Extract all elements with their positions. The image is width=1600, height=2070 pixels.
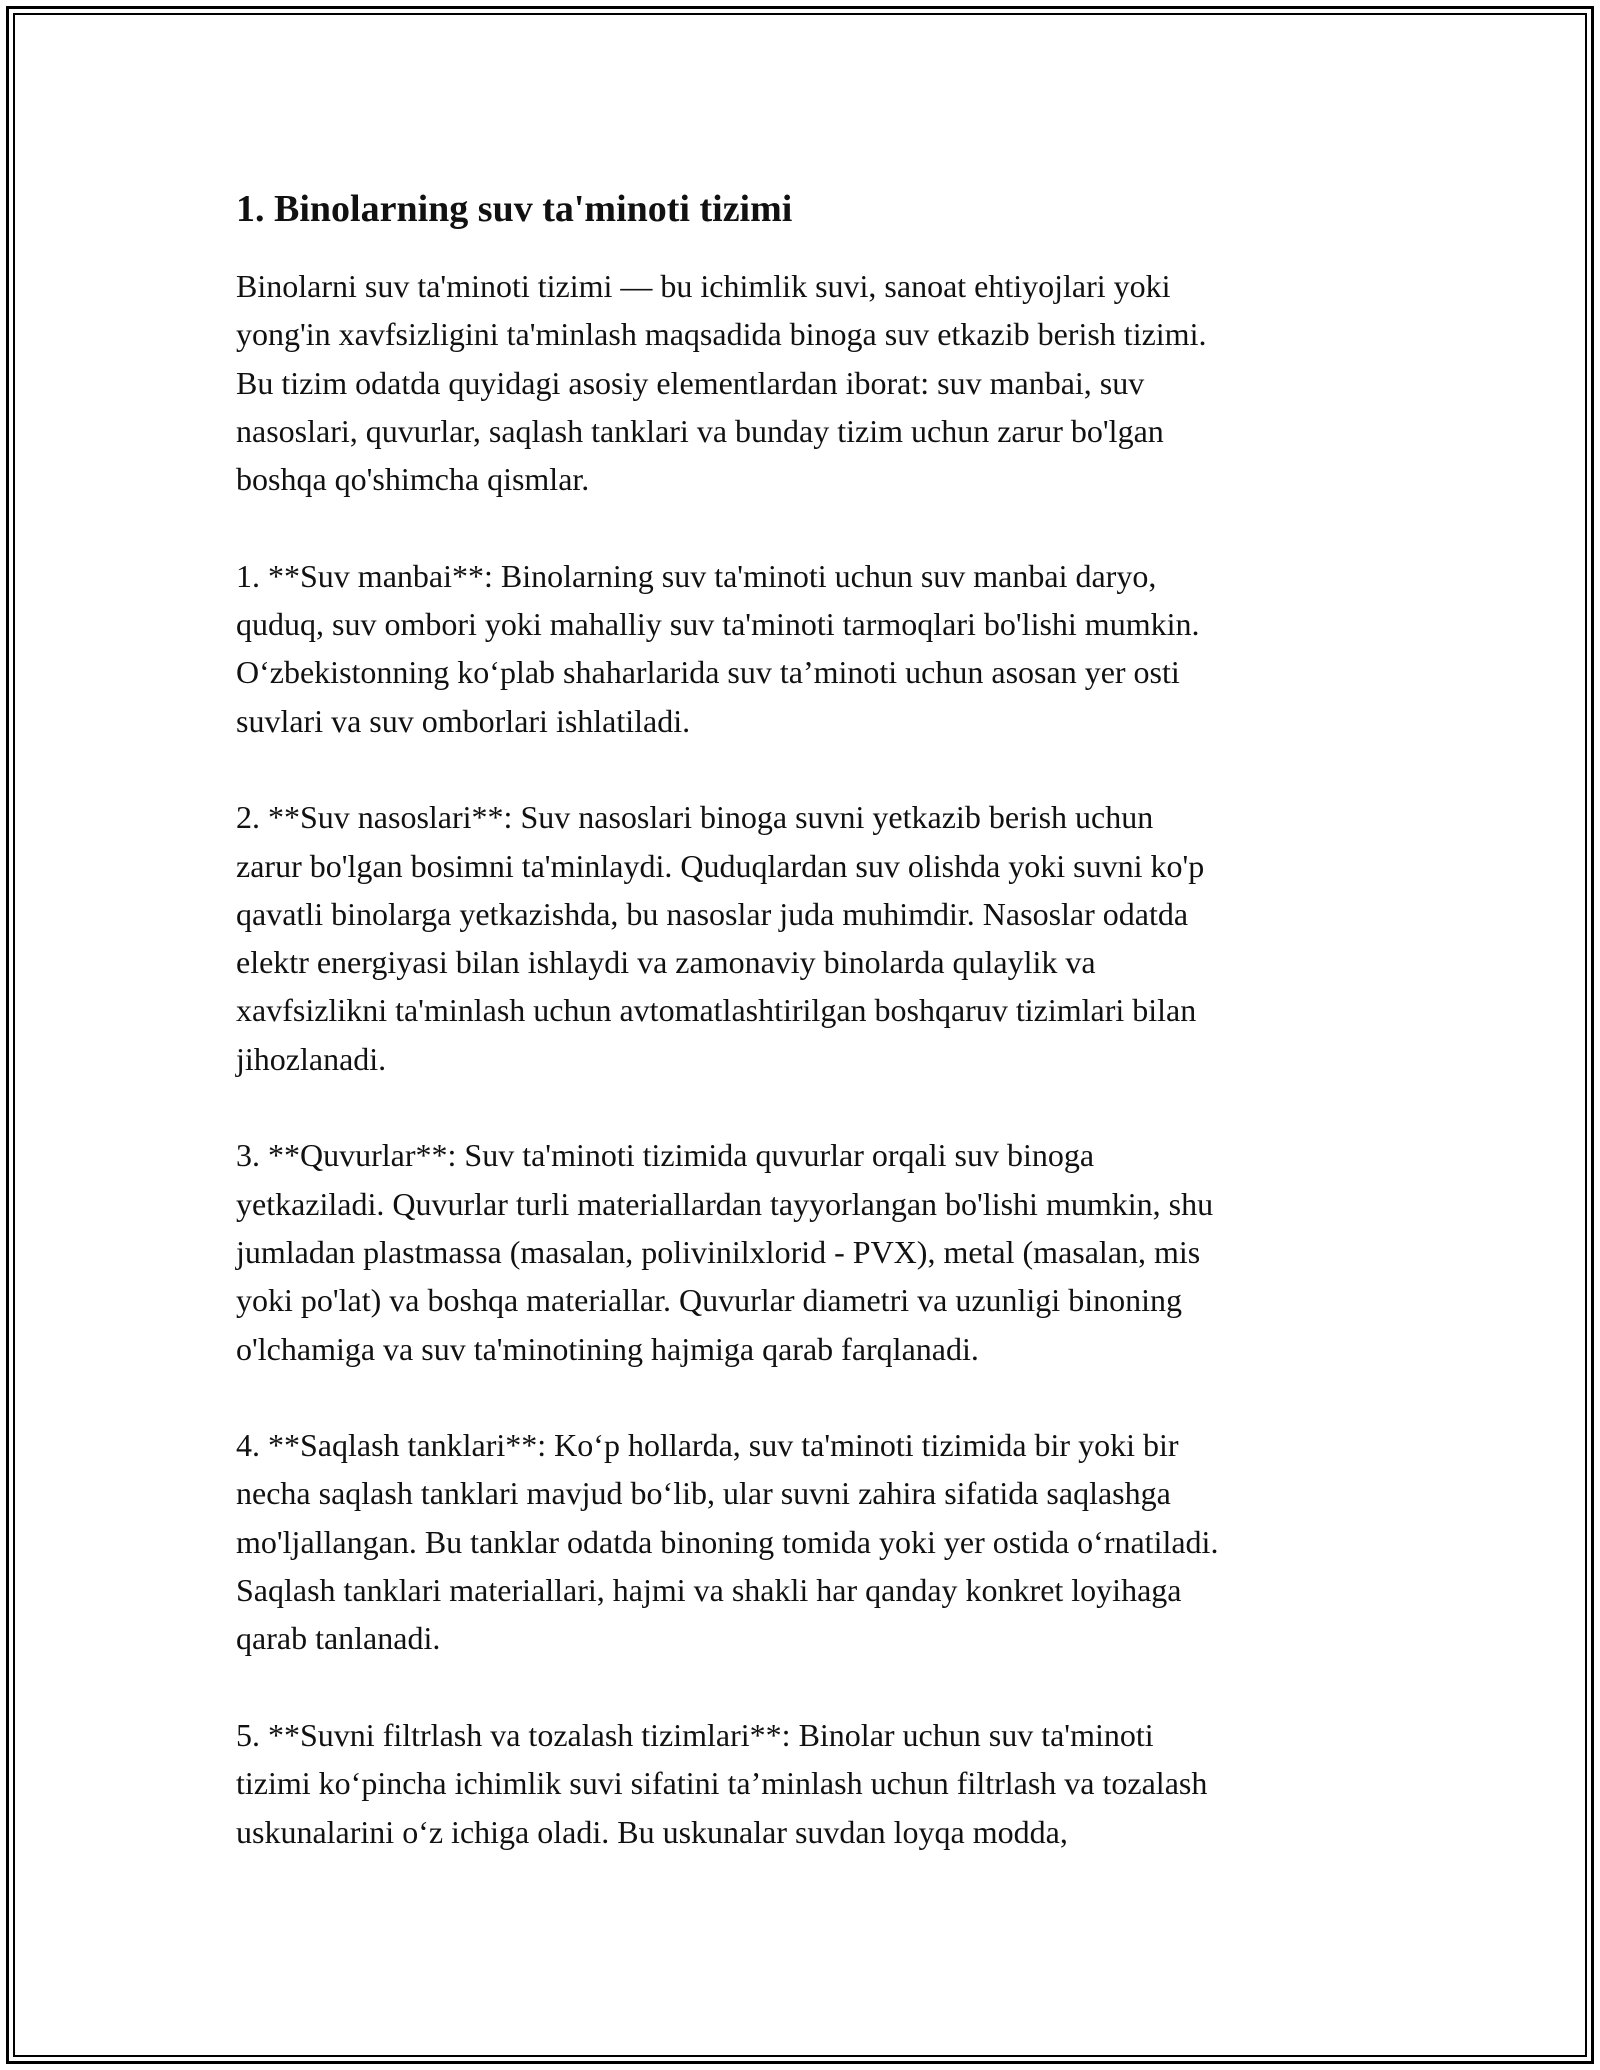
paragraph-line: elektr energiyasi bilan ishlaydi va zamonaviy binolarda qulaylik va [236,944,1096,981]
paragraph-line: qarab tanlanadi. [236,1620,441,1657]
paragraph-line: Saqlash tanklari materiallari, hajmi va shakli har qanday konkret loyihaga [236,1572,1182,1609]
intro-paragraph [236,262,1376,503]
paragraph-line: Bu tizim odatda quyidagi asosiy elementlardan iborat: suv manbai, suv [236,364,1145,401]
paragraph-line: jihozlanadi. [236,1040,387,1077]
item-water-pumps [236,793,1376,1083]
paragraph-line: o'lchamiga va suv ta'minotining hajmiga qarab farqlanadi. [236,1330,979,1367]
item-water-source [236,552,1376,745]
paragraph-line: yetkaziladi. Quvurlar turli materiallardan tayyorlangan bo'lishi mumkin, shu [236,1185,1214,1222]
document-title: 1. Binolarning suv ta'minoti tizimi [236,188,793,230]
paragraph-line: yong'in xavfsizligini ta'minlash maqsadida binoga suv etkazib berish tizimi. [236,316,1207,353]
paragraph-line: tizimi ko‘pincha ichimlik suvi sifatini ta’minlash uchun filtrlash va tozalash [236,1765,1208,1802]
paragraph-line: jumladan plastmassa (masalan, polivinilxlorid - PVX), metal (masalan, mis [236,1233,1201,1270]
paragraph-line: uskunalarini o‘z ichiga oladi. Bu uskunalar suvdan loyqa modda, [236,1813,1068,1850]
paragraph-line: 1. **Suv manbai**: Binolarning suv ta'minoti uchun suv manbai daryo, [236,557,1157,594]
paragraph-line: 2. **Suv nasoslari**: Suv nasoslari binoga suvni yetkazib berish uchun [236,799,1154,836]
paragraph-line: xavfsizlikni ta'minlash uchun avtomatlashtirilgan boshqaruv tizimlari bilan [236,992,1197,1029]
paragraph-line: 3. **Quvurlar**: Suv ta'minoti tizimida quvurlar orqali suv binoga [236,1137,1095,1174]
item-filtration [236,1711,1376,1856]
paragraph-line: boshqa qo'shimcha qismlar. [236,461,590,498]
paragraph-line: qavatli binolarga yetkazishda, bu nasoslar juda muhimdir. Nasoslar odatda [236,895,1189,932]
item-storage-tanks [236,1421,1376,1662]
paragraph-line: O‘zbekistonning ko‘plab shaharlarida suv ta’minoti uchun asosan yer osti [236,654,1180,691]
paragraph-line: zarur bo'lgan bosimni ta'minlaydi. Quduqlardan suv olishda yoki suvni ko'p [236,847,1205,884]
paragraph-line: suvlari va suv omborlari ishlatiladi. [236,702,691,739]
paragraph-line: 4. **Saqlash tanklari**: Ko‘p hollarda, suv ta'minoti tizimida bir yoki bir [236,1427,1179,1464]
paragraph-line: quduq, suv ombori yoki mahalliy suv ta'minoti tarmoqlari bo'lishi mumkin. [236,606,1200,643]
paragraph-line: nasoslari, quvurlar, saqlash tanklari va bunday tizim uchun zarur bo'lgan [236,412,1164,449]
paragraph-line: necha saqlash tanklari mavjud bo‘lib, ular suvni zahira sifatida saqlashga [236,1475,1171,1512]
paragraph-line: mo'ljallangan. Bu tanklar odatda binoning tomida yoki yer ostida o‘rnatiladi. [236,1523,1219,1560]
item-pipes [236,1131,1376,1372]
paragraph-line: Binolarni suv ta'minoti tizimi — bu ichimlik suvi, sanoat ehtiyojlari yoki [236,268,1171,304]
document-body [236,186,1376,1904]
paragraph-line: 5. **Suvni filtrlash va tozalash tizimlari**: Binolar uchun suv ta'minoti [236,1716,1154,1753]
paragraph-line: yoki po'lat) va boshqa materiallar. Quvurlar diametri va uzunligi binoning [236,1282,1182,1319]
